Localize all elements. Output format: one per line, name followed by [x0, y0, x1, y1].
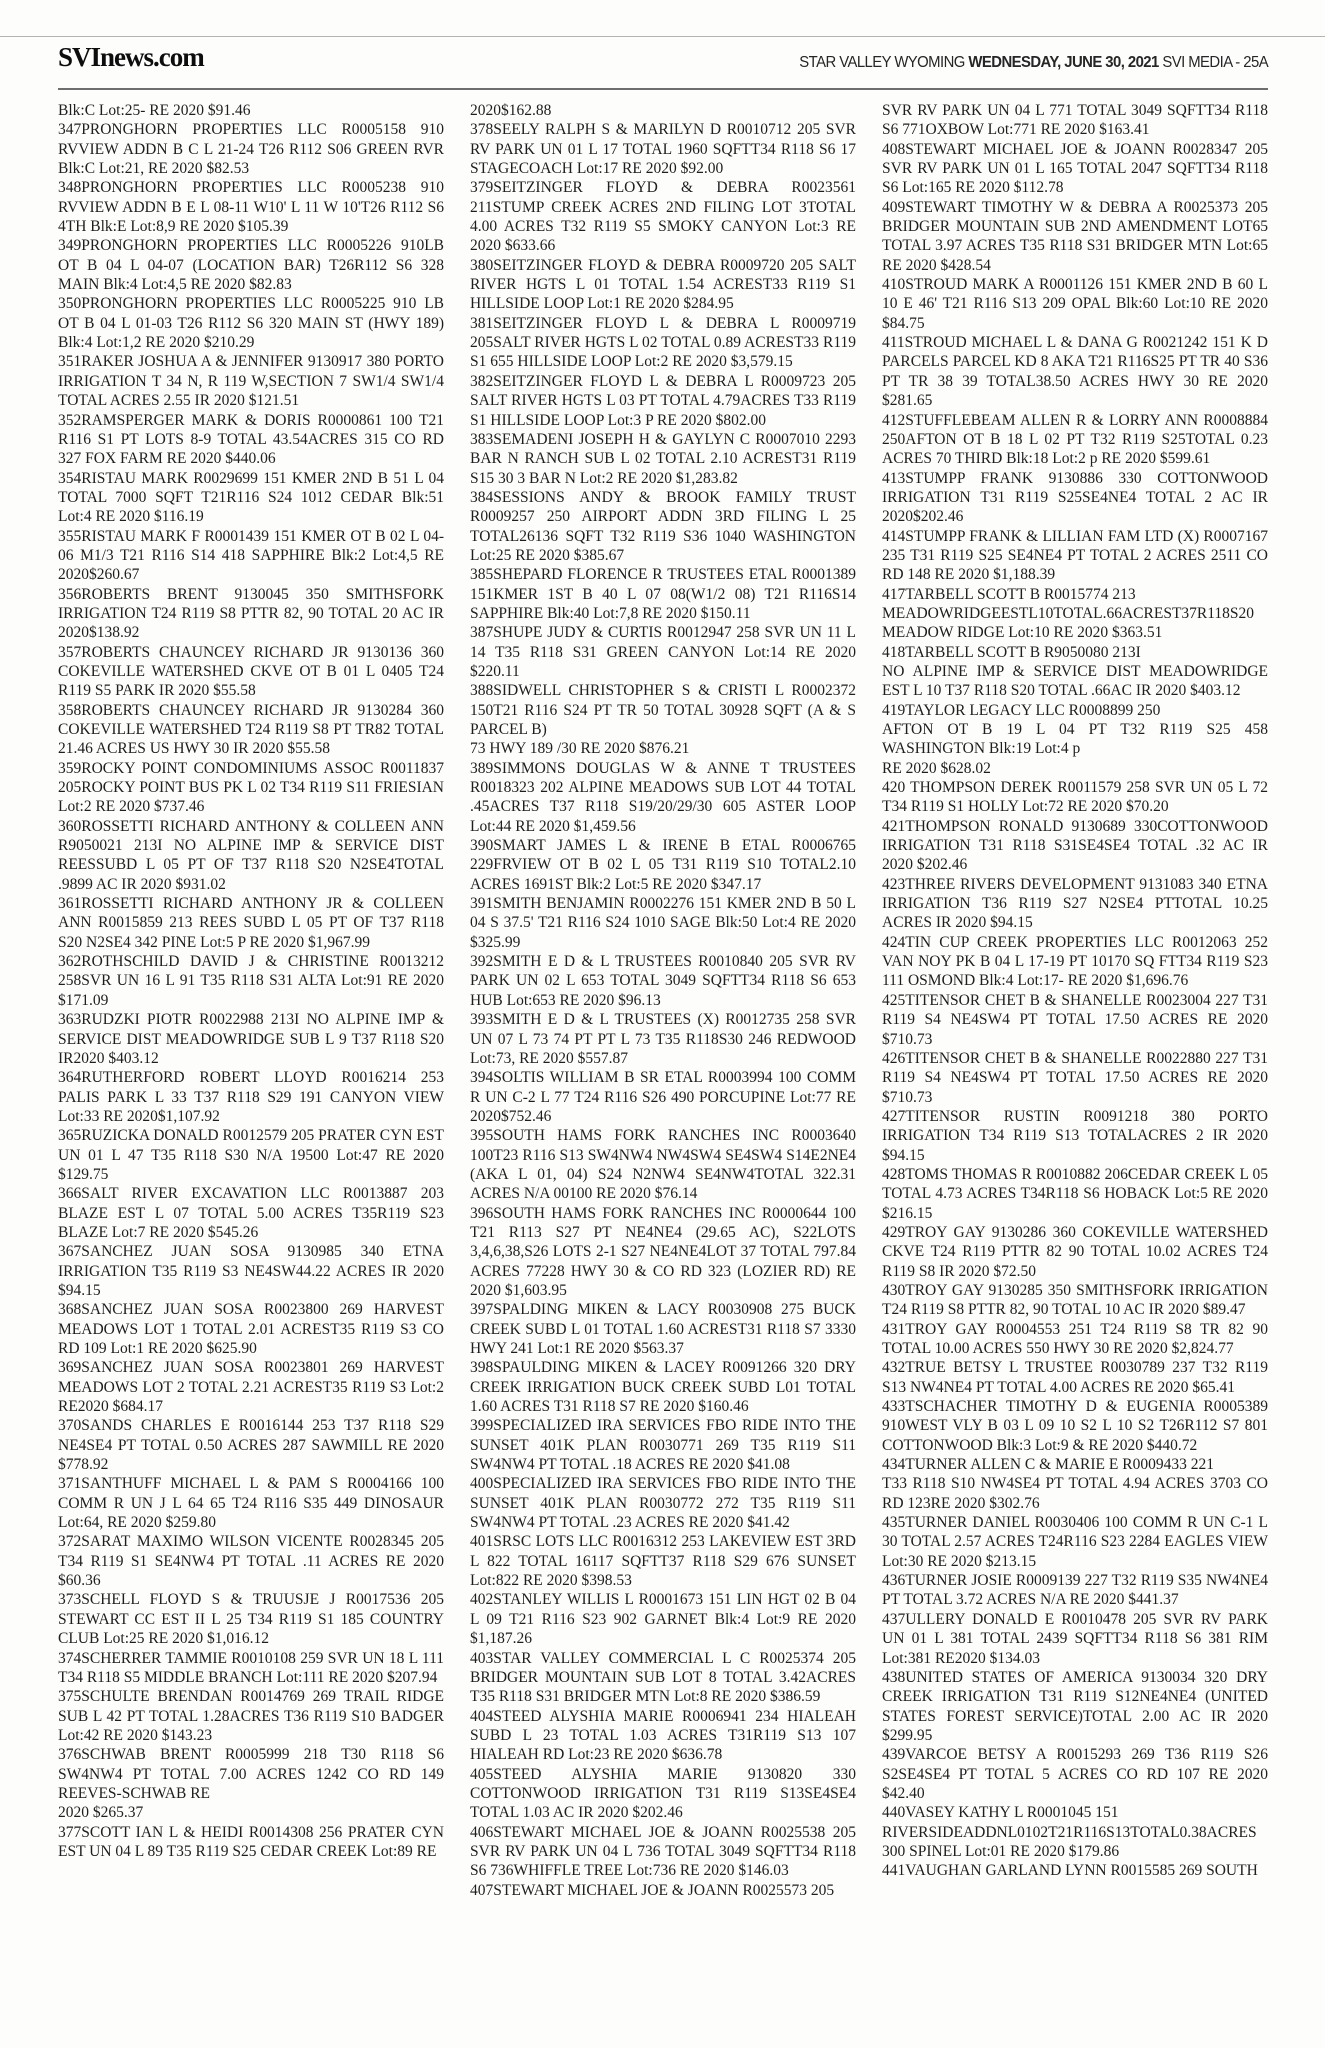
property-record: 370SANDS CHARLES E R0016144 253 T37 R118 S29 NE4SE4 PT TOTAL 0.50 ACRES 287 SAWMILL RE 2020 $778.92 — [58, 1417, 444, 1474]
notice-column-3 — [882, 101, 1268, 1900]
property-record: 404STEED ALYSHIA MARIE R0006941 234 HIALEAH SUBD L 23 TOTAL 1.03 ACRES T31R119 S13 107 HIALEAH RD Lot:23 RE 2020 $636.78 — [470, 1707, 856, 1764]
property-record: 349PRONGHORN PROPERTIES LLC R0005226 910LB OT B 04 L 04-07 (LOCATION BAR) T26R112 S6 328 MAIN Blk:4 Lot:4,5 RE 2020 $82.83 — [58, 237, 444, 294]
property-record: 398SPAULDING MIKEN & LACEY R0091266 320 DRY CREEK IRRIGATION BUCK CREEK SUBD L01 TOTAL 1.60 ACRES T31 R118 S7 RE 2020 $160.46 — [470, 1359, 856, 1416]
property-record: 425TITENSOR CHET B & SHANELLE R0023004 227 T31 R119 S4 NE4SW4 PT TOTAL 17.50 ACRES RE 2020 $710.73 — [882, 991, 1268, 1048]
property-record: 373SCHELL FLOYD S & TRUUSJE J R0017536 205 STEWART CC EST II L 25 T34 R119 S1 185 COUNTRY CLUB Lot:25 RE 2020 $1,016.12 — [58, 1591, 444, 1648]
property-record: 362ROTHSCHILD DAVID J & CHRISTINE R0013212 258SVR UN 16 L 91 T35 R118 S31 ALTA Lot:91 RE 2020 $171.09 — [58, 953, 444, 1009]
masthead-date: WEDNESDAY, JUNE 30, 2021 — [968, 54, 1159, 71]
property-record: 402STANLEY WILLIS L R0001673 151 LIN HGT 02 B 04 L 09 T21 R116 S23 902 GARNET Blk:4 Lot:9 RE 2020 $1,187.26 — [470, 1591, 856, 1648]
property-record: 351RAKER JOSHUA A & JENNIFER 9130917 380 PORTO IRRIGATION T 34 N, R 119 W,SECTION 7 SW1/4 SW1/4 TOTAL ACRES 2.55 IR 2020 $121.51 — [58, 353, 444, 410]
property-record: 394SOLTIS WILLIAM B SR ETAL R0003994 100 COMM R UN C-2 L 77 T24 R116 S26 490 PORCUPINE Lot:77 RE 2020$752.46 — [470, 1069, 856, 1125]
property-record: 417TARBELL SCOTT B R0015774 213 — [882, 585, 1136, 603]
property-record: 430TROY GAY 9130285 350 SMITHSFORK IRRIGATION T24 R119 S8 PTTR 82, 90 TOTAL 10 AC IR 2020 $89.47 — [882, 1281, 1268, 1319]
property-record: RIVERSIDEADDNL0102T21R116S13TOTAL0.38ACRES 300 SPINEL Lot:01 RE 2020 $179.86 — [882, 1823, 1257, 1860]
property-record: 432TRUE BETSY L TRUSTEE R0030789 237 T32 R119 S13 NW4NE4 PT TOTAL 4.00 ACRES RE 2020 $65.41 — [882, 1359, 1268, 1396]
page-top-hairline — [0, 36, 1325, 37]
property-record: 384SESSIONS ANDY & BROOK FAMILY TRUST R0009257 250 AIRPORT ADDN 3RD FILING L 25 TOTAL26136 SQFT T32 R119 S36 1040 WASHINGTON Lot:25 RE 2020 $385.67 — [470, 488, 856, 564]
property-record: 421THOMPSON RONALD 9130689 330COTTONWOOD IRRIGATION T31 R118 S31SE4SE4 TOTAL .32 AC IR 2020 $202.46 — [882, 817, 1268, 874]
property-record: 357ROBERTS CHAUNCEY RICHARD JR 9130136 360 COKEVILLE WATERSHED CKVE OT B 01 L 0405 T24 R119 S5 PARK IR 2020 $55.58 — [58, 643, 444, 700]
property-record: 429TROY GAY 9130286 360 COKEVILLE WATERSHED CKVE T24 R119 PTTR 82 90 TOTAL 10.02 ACRES T24 R119 S8 IR 2020 $72.50 — [882, 1223, 1268, 1280]
property-record: 390SMART JAMES L & IRENE B ETAL R0006765 229FRVIEW OT B 02 L 05 T31 R119 S10 TOTAL2.10 ACRES 1691ST Blk:2 Lot:5 RE 2020 $347.17 — [470, 837, 856, 893]
property-record: 356ROBERTS BRENT 9130045 350 SMITHSFORK IRRIGATION T24 R119 S8 PTTR 82, 90 TOTAL 20 AC IR 2020$138.92 — [58, 585, 444, 642]
property-record: 401SRSC LOTS LLC R0016312 253 LAKEVIEW EST 3RD L 822 TOTAL 16117 SQFTT37 R118 S29 676 SUNSET Lot:822 RE 2020 $398.53 — [470, 1533, 856, 1590]
property-record: NO ALPINE IMP & SERVICE DIST MEADOWRIDGE EST L 10 T37 R118 S20 TOTAL .66AC IR 2020 $403.12 — [882, 662, 1268, 700]
property-record: 380SEITZINGER FLOYD & DEBRA R0009720 205 SALT RIVER HGTS L 01 TOTAL 1.54 ACREST33 R119 S1 HILLSIDE LOOP Lot:1 RE 2020 $284.95 — [470, 256, 856, 313]
property-record: 431TROY GAY R0004553 251 T24 R119 S8 TR 82 90 TOTAL 10.00 ACRES 550 HWY 30 RE 2020 $2,824.77 — [882, 1320, 1268, 1357]
property-record: 434TURNER ALLEN C & MARIE E R0009433 221 — [882, 1456, 1214, 1474]
property-record: 2020$162.88 — [470, 102, 552, 119]
property-record: 393SMITH E D & L TRUSTEES (X) R0012735 258 SVR UN 07 L 73 74 PT PT L 73 T35 R118S30 246 REDWOOD Lot:73, RE 2020 $557.87 — [470, 1011, 856, 1067]
property-record: 406STEWART MICHAEL JOE & JOANN R0025538 205 SVR RV PARK UN 04 L 736 TOTAL 3049 SQFTT34 R118 S6 736WHIFFLE TREE Lot:736 RE 2020 $146.03 — [470, 1823, 856, 1880]
property-record: 399SPECIALIZED IRA SERVICES FBO RIDE INTO THE SUNSET 401K PLAN R0030771 269 T35 R119 S11 SW4NW4 PT TOTAL .18 ACRES RE 2020 $41.08 — [470, 1417, 856, 1474]
property-record: 355RISTAU MARK F R0001439 151 KMER OT B 02 L 04-06 M1/3 T21 R116 S14 418 SAPPHIRE Blk:2 Lot:4,5 RE 2020$260.67 — [58, 527, 444, 584]
property-record: 361ROSSETTI RICHARD ANTHONY JR & COLLEEN ANN R0015859 213 REES SUBD L 05 PT OF T37 R118 S20 N2SE4 342 PINE Lot:5 P RE 2020 $1,967.99 — [58, 895, 444, 951]
property-record: 381SEITZINGER FLOYD L & DEBRA L R0009719 205SALT RIVER HGTS L 02 TOTAL 0.89 ACREST33 R119 S1 655 HILLSIDE LOOP Lot:2 RE 2020 $3,579.15 — [470, 314, 856, 371]
masthead-rule — [58, 88, 1268, 90]
property-record: 383SEMADENI JOSEPH H & GAYLYN C R0007010 2293 BAR N RANCH SUB L 02 TOTAL 2.10 ACREST31 R119 S15 30 3 BAR N Lot:2 RE 2020 $1,283.82 — [470, 430, 856, 487]
property-record: 368SANCHEZ JUAN SOSA R0023800 269 HARVEST MEADOWS LOT 1 TOTAL 2.01 ACREST35 R119 S3 CO RD 109 Lot:1 RE 2020 $625.90 — [58, 1301, 444, 1357]
property-record: 391SMITH BENJAMIN R0002276 151 KMER 2ND B 50 L 04 S 37.5' T21 R116 S24 1010 SAGE Blk:50 Lot:4 RE 2020 $325.99 — [470, 895, 856, 951]
property-record: 372SARAT MAXIMO WILSON VICENTE R0028345 205 T34 R119 S1 SE4NW4 PT TOTAL .11 ACRES RE 2020 $60.36 — [58, 1533, 444, 1590]
property-record: 423THREE RIVERS DEVELOPMENT 9131083 340 ETNA IRRIGATION T36 R119 S27 N2SE4 PTTOTAL 10.25 ACRES IR 2020 $94.15 — [882, 875, 1268, 932]
property-record: 348PRONGHORN PROPERTIES LLC R0005238 910 RVVIEW ADDN B E L 08-11 W10' L 11 W 10'T26 R112 S6 4TH Blk:E Lot:8,9 RE 2020 $105.39 — [58, 179, 444, 236]
property-record: 420 THOMPSON DEREK R0011579 258 SVR UN 05 L 72 T34 R119 S1 HOLLY Lot:72 RE 2020 $70.20 — [882, 779, 1268, 816]
property-record: 419TAYLOR LEGACY LLC R0008899 250 — [882, 701, 1161, 719]
property-record: 435TURNER DANIEL R0030406 100 COMM R UN C-1 L 30 TOTAL 2.57 ACRES T24R116 S23 2284 EAGLES VIEW Lot:30 RE 2020 $213.15 — [882, 1514, 1268, 1570]
property-record: 395SOUTH HAMS FORK RANCHES INC R0003640 100T23 R116 S13 SW4NW4 NW4SW4 SE4SW4 S14E2NE4 (AKA L 01, 04) S24 N2NW4 SE4NW4TOTAL 322.31 ACRES N/A 00100 RE 2020 $76.14 — [470, 1127, 856, 1203]
property-record: 409STEWART TIMOTHY W & DEBRA A R0025373 205 BRIDGER MOUNTAIN SUB 2ND AMENDMENT LOT65 TOTAL 3.97 ACRES T35 R118 S31 BRIDGER MTN Lot:65 RE 2020 $428.54 — [882, 198, 1268, 274]
tax-notice-columns — [58, 101, 1268, 1900]
property-record: 424TIN CUP CREEK PROPERTIES LLC R0012063 252 VAN NOY PK B 04 L 17-19 PT 10170 SQ FTT34 R119 S23 111 OSMOND Blk:4 Lot:17- RE 2020 $1,696.76 — [882, 933, 1268, 990]
property-record: 385SHEPARD FLORENCE R TRUSTEES ETAL R0001389 151KMER 1ST B 40 L 07 08(W1/2 08) T21 R116S14 SAPPHIRE Blk:40 Lot:7,8 RE 2020 $150.11 — [470, 566, 856, 622]
property-record: 360ROSSETTI RICHARD ANTHONY & COLLEEN ANN R9050021 213I NO ALPINE IMP & SERVICE DIST REESSUBD L 05 PT OF T37 R118 S20 N2SE4TOTAL .9899 AC IR 2020 $931.02 — [58, 817, 444, 893]
property-record: 376SCHWAB BRENT R0005999 218 T30 R118 S6 SW4NW4 PT TOTAL 7.00 ACRES 1242 CO RD 149 REEVES-SCHWAB RE — [58, 1746, 444, 1802]
property-record: 392SMITH E D & L TRUSTEES R0010840 205 SVR RV PARK UN 02 L 653 TOTAL 3049 SQFTT34 R118 S6 653 HUB Lot:653 RE 2020 $96.13 — [470, 953, 856, 1009]
property-record: 437ULLERY DONALD E R0010478 205 SVR RV PARK UN 01 L 381 TOTAL 2439 SQFTT34 R118 S6 381 RIM Lot:381 RE2020 $134.03 — [882, 1610, 1268, 1667]
property-record: 375SCHULTE BRENDAN R0014769 269 TRAIL RIDGE SUB L 42 PT TOTAL 1.28ACRES T36 R119 S10 BADGER Lot:42 RE 2020 $143.23 — [58, 1688, 444, 1744]
property-record: MEADOWRIDGEESTL10TOTAL.66ACREST37R118S20 MEADOW RIDGE Lot:10 RE 2020 $363.51 — [882, 604, 1255, 642]
site-name: SVInews.com — [58, 42, 204, 72]
property-record: 414STUMPP FRANK & LILLIAN FAM LTD (X) R0007167 235 T31 R119 S25 SE4NE4 PT TOTAL 2 ACRES 2511 CO RD 148 RE 2020 $1,188.39 — [882, 527, 1268, 584]
property-record: 388SIDWELL CHRISTOPHER S & CRISTI L R0002372 150T21 R116 S24 PT TR 50 TOTAL 30928 SQFT (A & S PARCEL B) — [470, 682, 856, 738]
property-record: 365RUZICKA DONALD R0012579 205 PRATER CYN EST UN 01 L 47 T35 R118 S30 N/A 19500 Lot:47 RE 2020 $129.75 — [58, 1127, 444, 1183]
property-record: AFTON OT B 19 L 04 PT T32 R119 S25 458 WASHINGTON Blk:19 Lot:4 p — [882, 721, 1268, 758]
property-record: 426TITENSOR CHET B & SHANELLE R0022880 227 T31 R119 S4 NE4SW4 PT TOTAL 17.50 ACRES RE 2020 $710.73 — [882, 1049, 1268, 1106]
property-record: 400SPECIALIZED IRA SERVICES FBO RIDE INTO THE SUNSET 401K PLAN R0030772 272 T35 R119 S11 SW4NW4 PT TOTAL .23 ACRES RE 2020 $41.42 — [470, 1475, 856, 1532]
property-record: 364RUTHERFORD ROBERT LLOYD R0016214 253 PALIS PARK L 33 T37 R118 S29 191 CANYON VIEW Lot:33 RE 2020$1,107.92 — [58, 1069, 444, 1125]
property-record: 428TOMS THOMAS R R0010882 206CEDAR CREEK L 05 TOTAL 4.73 ACRES T34R118 S6 HOBACK Lot:5 RE 2020 $216.15 — [882, 1165, 1268, 1222]
property-record: 347PRONGHORN PROPERTIES LLC R0005158 910 RVVIEW ADDN B C L 21-24 T26 R112 S06 GREEN RVR Blk:C Lot:21, RE 2020 $82.53 — [58, 121, 444, 178]
property-record: 439VARCOE BETSY A R0015293 269 T36 R119 S26 S2SE4SE4 PT TOTAL 5 ACRES CO RD 107 RE 2020 $42.40 — [882, 1746, 1268, 1802]
property-record: 352RAMSPERGER MARK & DORIS R0000861 100 T21 R116 S1 PT LOTS 8-9 TOTAL 43.54ACRES 315 CO RD 327 FOX FARM RE 2020 $440.06 — [58, 411, 444, 468]
property-record: Blk:C Lot:25- RE 2020 $91.46 — [58, 102, 251, 119]
property-record: 374SCHERRER TAMMIE R0010108 259 SVR UN 18 L 111 T34 R118 S5 MIDDLE BRANCH Lot:111 RE 2020 $207.94 — [58, 1649, 444, 1686]
property-record: 366SALT RIVER EXCAVATION LLC R0013887 203 BLAZE EST L 07 TOTAL 5.00 ACRES T35R119 S23 BLAZE Lot:7 RE 2020 $545.26 — [58, 1185, 444, 1241]
masthead-dateline — [799, 55, 1268, 71]
property-record: RE 2020 $628.02 — [882, 759, 991, 777]
property-record: 411STROUD MICHAEL L & DANA G R0021242 151 K D PARCELS PARCEL KD 8 AKA T21 R116S25 PT TR 40 S36 PT TR 38 39 TOTAL38.50 ACRES HWY 30 RE 2020 $281.65 — [882, 334, 1268, 410]
property-record: 438UNITED STATES OF AMERICA 9130034 320 DRY CREEK IRRIGATION T31 R119 S12NE4NE4 (UNITED STATES FOREST SERVICE)TOTAL 2.00 AC IR 2020 $299.95 — [882, 1668, 1268, 1744]
property-record: 378SEELY RALPH S & MARILYN D R0010712 205 SVR RV PARK UN 01 L 17 TOTAL 1960 SQFTT34 R118 S6 17 STAGECOACH Lot:17 RE 2020 $92.00 — [470, 121, 856, 178]
property-record: 377SCOTT IAN L & HEIDI R0014308 256 PRATER CYN EST UN 04 L 89 T35 R119 S25 CEDAR CREEK Lot:89 RE — [58, 1823, 444, 1860]
property-record: 363RUDZKI PIOTR R0022988 213I NO ALPINE IMP & SERVICE DIST MEADOWRIDGE SUB L 9 T37 R118 S20 IR2020 $403.12 — [58, 1011, 444, 1067]
masthead — [58, 44, 1268, 71]
property-record: 407STEWART MICHAEL JOE & JOANN R0025573 205 — [470, 1881, 835, 1899]
property-record: 367SANCHEZ JUAN SOSA 9130985 340 ETNA IRRIGATION T35 R119 S3 NE4SW44.22 ACRES IR 2020 $94.15 — [58, 1243, 444, 1299]
property-record: 418TARBELL SCOTT B R9050080 213I — [882, 643, 1141, 661]
property-record: 440VASEY KATHY L R0001045 151 — [882, 1804, 1119, 1822]
property-record: 441VAUGHAN GARLAND LYNN R0015585 269 SOUTH — [882, 1862, 1258, 1880]
property-record: 369SANCHEZ JUAN SOSA R0023801 269 HARVEST MEADOWS LOT 2 TOTAL 2.21 ACREST35 R119 S3 Lot:2 RE2020 $684.17 — [58, 1359, 444, 1416]
property-record: 396SOUTH HAMS FORK RANCHES INC R0000644 100 T21 R113 S27 PT NE4NE4 (29.65 AC), S22LOTS 3,4,6,38,S26 LOTS 2-1 S27 NE4NE4LOT 37 TOTAL 797.84 ACRES 77228 HWY 30 & CO RD 323 (LOZIER RD) RE 2020 $1,603.95 — [470, 1204, 856, 1299]
property-record: SVR RV PARK UN 04 L 771 TOTAL 3049 SQFTT34 R118 S6 771OXBOW Lot:771 RE 2020 $163.41 — [882, 102, 1268, 139]
property-record: 410STROUD MARK A R0001126 151 KMER 2ND B 60 L 10 E 46' T21 R116 S13 209 OPAL Blk:60 Lot:10 RE 2020 $84.75 — [882, 276, 1268, 332]
property-record: 408STEWART MICHAEL JOE & JOANN R0028347 205 SVR RV PARK UN 01 L 165 TOTAL 2047 SQFTT34 R118 S6 Lot:165 RE 2020 $112.78 — [882, 140, 1268, 197]
property-record: 371SANTHUFF MICHAEL L & PAM S R0004166 100 COMM R UN J L 64 65 T24 R116 S35 449 DINOSAUR Lot:64, RE 2020 $259.80 — [58, 1475, 444, 1532]
property-record: 350PRONGHORN PROPERTIES LLC R0005225 910 LB OT B 04 L 01-03 T26 R112 S6 320 MAIN ST (HWY 189) Blk:4 Lot:1,2 RE 2020 $210.29 — [58, 295, 444, 352]
property-record: 359ROCKY POINT CONDOMINIUMS ASSOC R0011837 205ROCKY POINT BUS PK L 02 T34 R119 S11 FRIESIAN Lot:2 RE 2020 $737.46 — [58, 759, 444, 816]
property-record: 403STAR VALLEY COMMERCIAL L C R0025374 205 BRIDGER MOUNTAIN SUB LOT 8 TOTAL 3.42ACRES T35 R118 S31 BRIDGER MTN Lot:8 RE 2020 $386.59 — [470, 1649, 856, 1706]
property-record: 436TURNER JOSIE R0009139 227 T32 R119 S35 NW4NE4 PT TOTAL 3.72 ACRES N/A RE 2020 $441.37 — [882, 1572, 1268, 1609]
property-record: 413STUMPP FRANK 9130886 330 COTTONWOOD IRRIGATION T31 R119 S25SE4NE4 TOTAL 2 AC IR 2020$202.46 — [882, 469, 1268, 526]
property-record: 389SIMMONS DOUGLAS W & ANNE T TRUSTEES R0018323 202 ALPINE MEADOWS SUB LOT 44 TOTAL .45ACRES T37 R118 S19/20/29/30 605 ASTER LOOP Lot:44 RE 2020 $1,459.56 — [470, 759, 856, 835]
property-record: 397SPALDING MIKEN & LACY R0030908 275 BUCK CREEK SUBD L 01 TOTAL 1.60 ACREST31 R118 S7 3330 HWY 241 Lot:1 RE 2020 $563.37 — [470, 1301, 856, 1357]
property-record: 387SHUPE JUDY & CURTIS R0012947 258 SVR UN 11 L 14 T35 R118 S31 GREEN CANYON Lot:14 RE 2020 $220.11 — [470, 624, 856, 680]
property-record: 382SEITZINGER FLOYD L & DEBRA L R0009723 205 SALT RIVER HGTS L 03 PT TOTAL 4.79ACRES T33 R119 S1 HILLSIDE LOOP Lot:3 P RE 2020 $802.00 — [470, 372, 856, 429]
property-record: 2020 $265.37 — [58, 1804, 144, 1822]
property-record: 405STEED ALYSHIA MARIE 9130820 330 COTTONWOOD IRRIGATION T31 R119 S13SE4SE4 TOTAL 1.03 AC IR 2020 $202.46 — [470, 1765, 856, 1822]
property-record: 427TITENSOR RUSTIN R0091218 380 PORTO IRRIGATION T34 R119 S13 TOTALACRES 2 IR 2020 $94.15 — [882, 1107, 1268, 1164]
property-record: 354RISTAU MARK R0029699 151 KMER 2ND B 51 L 04 TOTAL 7000 SQFT T21R116 S24 1012 CEDAR Blk:51 Lot:4 RE 2020 $116.19 — [58, 469, 444, 526]
property-record: 412STUFFLEBEAM ALLEN R & LORRY ANN R0008884 250AFTON OT B 18 L 02 PT T32 R119 S25TOTAL 0.23 ACRES 70 THIRD Blk:18 Lot:2 p RE 2020 $599.61 — [882, 411, 1268, 468]
property-record: 433TSCHACHER TIMOTHY D & EUGENIA R0005389 910WEST VLY B 03 L 09 10 S2 L 10 S2 T26R112 S7 801 COTTONWOOD Blk:3 Lot:9 & RE 2020 $440.72 — [882, 1398, 1268, 1454]
notice-column-1 — [58, 101, 444, 1900]
masthead-location: STAR VALLEY WYOMING — [799, 54, 965, 71]
masthead-edition: SVI MEDIA - 25A — [1162, 54, 1268, 71]
notice-column-2 — [470, 101, 856, 1900]
property-record: T33 R118 S10 NW4SE4 PT TOTAL 4.94 ACRES 3703 CO RD 123RE 2020 $302.76 — [882, 1475, 1268, 1512]
property-record: 73 HWY 189 /30 RE 2020 $876.21 — [470, 740, 690, 758]
property-record: 358ROBERTS CHAUNCEY RICHARD JR 9130284 360 COKEVILLE WATERSHED T24 R119 S8 PT TR82 TOTAL 21.46 ACRES US HWY 30 IR 2020 $55.58 — [58, 701, 444, 758]
property-record: 379SEITZINGER FLOYD & DEBRA R0023561 211STUMP CREEK ACRES 2ND FILING LOT 3TOTAL 4.00 ACRES T32 R119 S5 SMOKY CANYON Lot:3 RE 2020 $633.66 — [470, 179, 856, 255]
